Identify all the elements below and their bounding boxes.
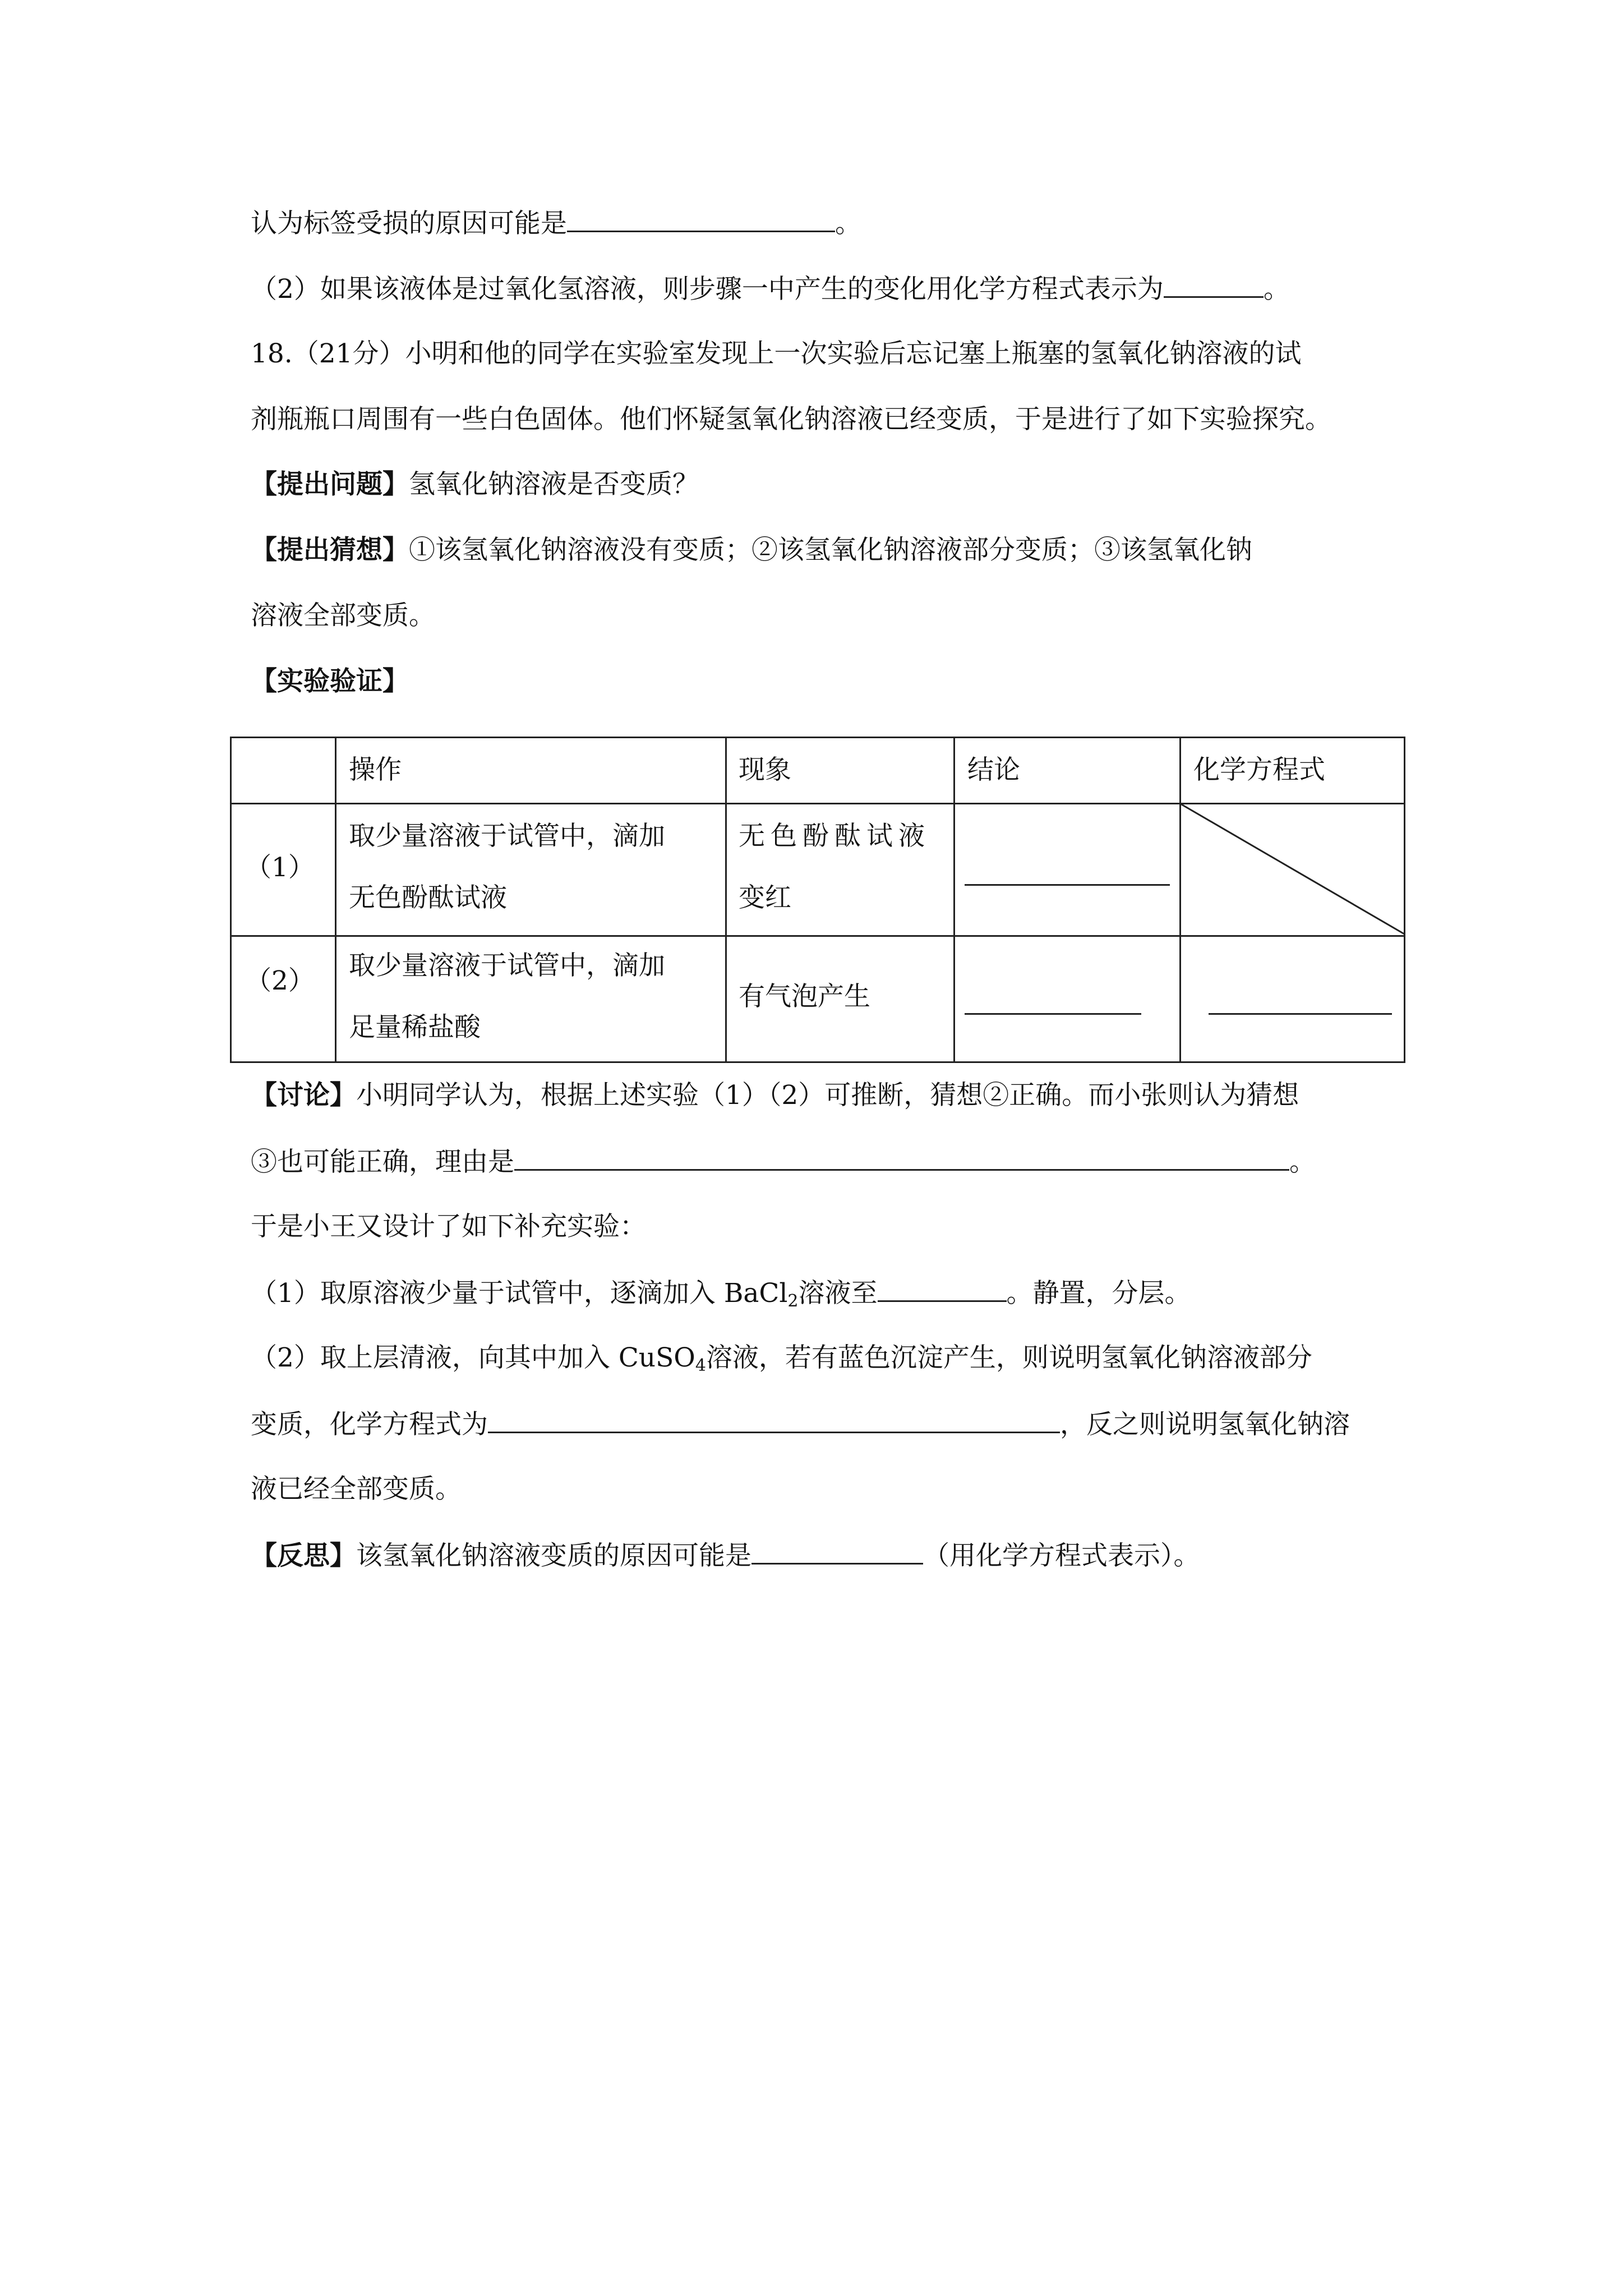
conclusion-blank[interactable] [965,884,1170,886]
line-discussion [251,1079,1299,1112]
text: ，反之则说明氢氧化钠溶 [1060,1409,1350,1440]
text: 18.（21分）小明和他的同学在实验室发现上一次实验后忘记塞上瓶塞的氢氧化钠溶液的试 [251,338,1302,369]
equation-blank[interactable] [488,1407,1060,1433]
answer-blank[interactable] [878,1276,1007,1302]
text: 剂瓶瓶口周围有一些白色固体。他们怀疑氢氧化钠溶液已经变质，于是进行了如下实验探究。 [251,404,1331,435]
line-hypothesis-cont [251,599,435,633]
line-q18-intro [251,337,1302,371]
text: 液已经全部变质。 [251,1474,462,1504]
header-operation: 操作 [349,754,402,785]
line-q18-intro-cont [251,403,1331,436]
phenomenon-text: 有气泡产生 [739,981,870,1012]
line-question [251,468,699,501]
text: 该氢氧化钠溶液变质的原因可能是 [356,1540,751,1571]
header-phenomenon: 现象 [739,754,791,785]
subscript: 4 [695,1356,706,1375]
line-supp-step2-end [251,1473,462,1506]
text: 于是小王又设计了如下补充实验： [251,1211,646,1242]
operation-text: 足量稀盐酸 [349,1012,481,1043]
reason-blank[interactable] [514,1144,1289,1171]
line-verify [251,665,409,698]
row-number: （1） [245,852,315,883]
line-discussion-cont [251,1144,1316,1178]
line-hypothesis [251,533,1252,567]
line-q2-peroxide [251,272,1290,305]
section-heading: 【反思】 [251,1540,356,1571]
answer-blank[interactable] [751,1538,923,1565]
operation-text: 取少量溶液于试管中，滴加 [349,821,665,852]
section-heading: 【讨论】 [251,1080,356,1111]
subscript: 2 [787,1291,799,1311]
experiment-table [230,737,1405,1063]
equation-blank[interactable] [1209,1013,1392,1015]
text: 认为标签受损的原因可能是 [251,208,567,239]
line-label-reason [251,206,861,240]
text: 。 [1263,274,1290,305]
phenomenon-text: 无色酚酞试液 [739,821,930,852]
text: 变质，化学方程式为 [251,1409,488,1440]
line-reflection [251,1538,1200,1572]
line-supp-step2-cont [251,1407,1350,1441]
text: 。静置，分层。 [1006,1278,1191,1309]
text: 氢氧化钠溶液是否变质？ [409,469,699,500]
text: 小明同学认为，根据上述实验（1）（2）可推断，猜想②正确。而小张则认为猜想 [356,1080,1299,1111]
text: （2）取上层清液，向其中加入 CuSO [251,1342,695,1373]
text: 。 [835,208,861,239]
line-supp-step2 [251,1341,1312,1375]
line-supplement [251,1210,646,1244]
operation-text: 无色酚酞试液 [349,882,507,913]
answer-blank[interactable] [1164,272,1264,298]
text: 溶液，若有蓝色沉淀产生，则说明氢氧化钠溶液部分 [706,1342,1312,1373]
header-equation: 化学方程式 [1193,754,1325,785]
conclusion-blank[interactable] [965,1013,1141,1015]
text: ③也可能正确，理由是 [251,1147,514,1177]
section-heading: 【提出猜想】 [251,535,409,565]
text: （2）如果该液体是过氧化氢溶液，则步骤一中产生的变化用化学方程式表示为 [251,274,1164,305]
section-heading: 【实验验证】 [251,666,409,697]
text: （1）取原溶液少量于试管中，逐滴加入 BaCl [251,1278,788,1309]
line-supp-step1 [251,1276,1191,1309]
operation-text: 取少量溶液于试管中，滴加 [349,950,665,981]
answer-blank[interactable] [567,206,835,232]
text: 溶液全部变质。 [251,600,435,631]
phenomenon-text: 变红 [739,882,791,913]
text: 。 [1289,1147,1316,1177]
section-heading: 【提出问题】 [251,469,409,500]
text: ①该氢氧化钠溶液没有变质；②该氢氧化钠溶液部分变质；③该氢氧化钠 [409,535,1252,565]
row-number: （2） [245,965,315,996]
header-conclusion: 结论 [967,754,1020,785]
text: （用化学方程式表示）。 [923,1540,1200,1571]
text: 溶液至 [798,1278,878,1309]
